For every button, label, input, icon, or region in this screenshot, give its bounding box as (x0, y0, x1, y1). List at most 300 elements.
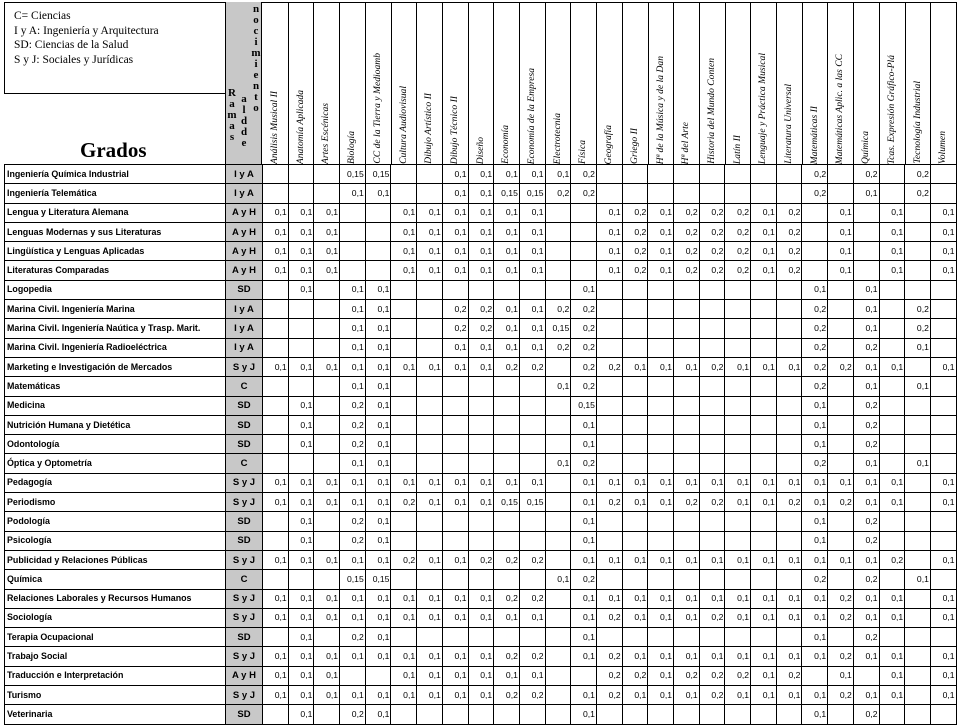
weight-cell: 0,1 (288, 686, 314, 705)
grado-name-text: Matemáticas (7, 380, 61, 391)
weight-cell: 0,1 (828, 242, 854, 261)
weight-cell (288, 338, 314, 357)
weight-cell: 0,2 (802, 357, 828, 376)
subject-header: Literatura Universal (783, 84, 794, 164)
weight-cell (930, 338, 956, 357)
weight-cell (263, 396, 289, 415)
weight-cell: 0,2 (802, 377, 828, 396)
weight-cell (725, 396, 751, 415)
rama-code: A y H (226, 242, 263, 261)
weight-cell (725, 512, 751, 531)
grado-name-text: Lenguas Modernas y sus Literaturas (7, 226, 162, 237)
weight-cell (648, 377, 674, 396)
weight-cell: 0,1 (571, 686, 597, 705)
header-divider (776, 2, 777, 164)
weight-cell (853, 203, 879, 222)
weight-cell: 0,1 (802, 473, 828, 492)
weight-cell: 0,2 (725, 666, 751, 685)
weight-cell: 0,1 (417, 550, 443, 569)
weight-cell (442, 705, 468, 724)
weight-cell (930, 165, 956, 184)
weight-cell (905, 222, 931, 241)
weight-cell: 0,1 (930, 493, 956, 512)
weight-cell: 0,1 (365, 435, 391, 454)
weight-cell (751, 338, 777, 357)
weight-cell (263, 338, 289, 357)
weight-cell (545, 203, 571, 222)
weight-cell: 0,1 (468, 261, 494, 280)
weight-cell (622, 512, 648, 531)
weight-cell: 0,1 (391, 261, 417, 280)
table-row (5, 647, 957, 666)
weight-cell (263, 628, 289, 647)
weight-cell (828, 705, 854, 724)
weight-cell: 0,1 (828, 666, 854, 685)
grado-name (5, 608, 226, 627)
weight-cell: 0,2 (776, 261, 802, 280)
grado-name-text: Terapia Ocupacional (7, 631, 94, 642)
weight-cell (391, 454, 417, 473)
weight-cell: 0,1 (263, 647, 289, 666)
weight-cell (442, 435, 468, 454)
weight-cell (596, 531, 622, 550)
weight-cell: 0,1 (674, 647, 700, 666)
weight-cell: 0,1 (417, 608, 443, 627)
weight-cell: 0,1 (802, 415, 828, 434)
header-letter: s (229, 131, 235, 143)
weight-cell (417, 377, 443, 396)
weight-cell: 0,1 (468, 647, 494, 666)
weight-cell (314, 396, 340, 415)
weight-cell (930, 570, 956, 589)
weight-cell (648, 280, 674, 299)
header-divider (545, 2, 546, 164)
weight-cell (725, 454, 751, 473)
weight-cell (545, 512, 571, 531)
weight-cell: 0,1 (314, 473, 340, 492)
weight-cell (494, 396, 520, 415)
weight-cell (751, 415, 777, 434)
weight-cell (853, 261, 879, 280)
weight-cell (442, 454, 468, 473)
weight-cell (391, 319, 417, 338)
weight-cell (314, 165, 340, 184)
weight-cell: 0,1 (365, 357, 391, 376)
weight-cell: 0,2 (571, 300, 597, 319)
weight-cell: 0,1 (468, 666, 494, 685)
rama-code: S y J (226, 493, 263, 512)
weight-cell (494, 435, 520, 454)
rama-code: I y A (226, 300, 263, 319)
grado-name (5, 589, 226, 608)
weight-cell (828, 300, 854, 319)
header-letter: i (254, 58, 258, 70)
weight-cell (442, 280, 468, 299)
weight-cell (725, 531, 751, 550)
weight-cell: 0,1 (519, 203, 545, 222)
weight-cell: 0,1 (340, 647, 366, 666)
grado-name (5, 377, 226, 396)
table-row (5, 512, 957, 531)
weight-cell: 0,2 (340, 512, 366, 531)
weight-cell (648, 396, 674, 415)
subject-header: Latín II (731, 134, 743, 164)
weight-cell: 0,1 (417, 222, 443, 241)
weight-cell: 0,2 (699, 608, 725, 627)
subject-header: Electrotecnia (551, 112, 563, 164)
header-divider (725, 2, 726, 164)
grados-heading: Grados (80, 138, 147, 162)
weight-cell: 0,2 (596, 493, 622, 512)
weight-cell: 0,1 (622, 357, 648, 376)
weight-cell: 0,1 (879, 666, 905, 685)
weight-cell (699, 512, 725, 531)
weight-cell: 0,1 (263, 550, 289, 569)
weight-cell: 0,1 (288, 261, 314, 280)
weight-cell (879, 280, 905, 299)
weight-cell: 0,1 (802, 628, 828, 647)
weight-cell: 0,15 (519, 184, 545, 203)
weight-cell: 0,2 (828, 493, 854, 512)
legend-line: S y J: Sociales y Jurídicas (14, 53, 134, 66)
weight-cell (545, 415, 571, 434)
weight-cell (417, 570, 443, 589)
weight-cell: 0,1 (288, 666, 314, 685)
weight-cell: 0,1 (930, 357, 956, 376)
weight-cell: 0,1 (519, 473, 545, 492)
weight-cell: 0,1 (596, 589, 622, 608)
weight-cell: 0,1 (674, 589, 700, 608)
header-divider (519, 2, 520, 164)
weight-cell (263, 705, 289, 724)
weight-cell: 0,1 (494, 338, 520, 357)
weight-cell (751, 165, 777, 184)
weight-cell: 0,2 (340, 628, 366, 647)
weight-cell: 0,1 (905, 454, 931, 473)
subject-header: Física (577, 140, 589, 164)
weight-cell (776, 570, 802, 589)
weight-cell (596, 280, 622, 299)
weight-cell (545, 647, 571, 666)
weight-cell (365, 242, 391, 261)
weight-cell: 0,1 (417, 242, 443, 261)
weight-cell (417, 338, 443, 357)
weight-cell: 0,1 (879, 493, 905, 512)
weight-cell: 0,1 (699, 589, 725, 608)
weight-cell: 0,1 (365, 628, 391, 647)
weight-cell: 0,2 (699, 242, 725, 261)
weight-cell: 0,1 (725, 686, 751, 705)
weight-cell (365, 222, 391, 241)
weight-cell: 0,1 (776, 550, 802, 569)
weight-cell (905, 550, 931, 569)
weight-cell: 0,2 (853, 570, 879, 589)
weight-cell (545, 666, 571, 685)
weight-cell (468, 705, 494, 724)
rama-code: SD (226, 435, 263, 454)
weight-cell: 0,2 (340, 705, 366, 724)
weight-cell (930, 319, 956, 338)
weight-cell (725, 705, 751, 724)
weight-cell: 0,1 (802, 589, 828, 608)
weight-cell (674, 300, 700, 319)
weight-cell: 0,1 (442, 473, 468, 492)
weight-cell: 0,1 (417, 357, 443, 376)
weight-cell: 0,1 (596, 242, 622, 261)
weight-cell (930, 512, 956, 531)
header-divider (313, 2, 314, 164)
weight-cell: 0,1 (288, 357, 314, 376)
weight-cell (288, 454, 314, 473)
weight-cell: 0,15 (365, 165, 391, 184)
weight-cell: 0,1 (314, 222, 340, 241)
weight-cell: 0,1 (648, 686, 674, 705)
weight-cell: 0,1 (288, 589, 314, 608)
weight-cell: 0,1 (391, 608, 417, 627)
weight-cell: 0,1 (930, 203, 956, 222)
weight-cell: 0,1 (340, 493, 366, 512)
weight-cell: 0,1 (802, 280, 828, 299)
weight-cell (494, 377, 520, 396)
table-row (5, 493, 957, 512)
weight-cell (828, 435, 854, 454)
weight-cell: 0,1 (930, 686, 956, 705)
weight-cell (468, 415, 494, 434)
weight-cell: 0,1 (417, 261, 443, 280)
weight-cell (494, 512, 520, 531)
weight-cell: 0,2 (725, 261, 751, 280)
weight-cell (905, 705, 931, 724)
weight-cell: 0,1 (391, 666, 417, 685)
weight-cell (879, 628, 905, 647)
weight-cell (417, 435, 443, 454)
weight-cell (519, 512, 545, 531)
weight-cell: 0,2 (674, 666, 700, 685)
weight-cell (494, 531, 520, 550)
weight-cell: 0,1 (365, 705, 391, 724)
weight-cell: 0,1 (288, 203, 314, 222)
weight-cell (314, 570, 340, 589)
weight-cell: 0,1 (365, 184, 391, 203)
weight-cell: 0,1 (622, 686, 648, 705)
weight-cell (519, 280, 545, 299)
rama-code: SD (226, 628, 263, 647)
weight-cell: 0,1 (494, 165, 520, 184)
weight-cell: 0,2 (545, 184, 571, 203)
weight-cell (468, 531, 494, 550)
weight-cell (674, 628, 700, 647)
weight-cell (391, 570, 417, 589)
table-row (5, 184, 957, 203)
weight-cell (263, 377, 289, 396)
weight-cell (622, 338, 648, 357)
header-letter: n (252, 3, 260, 15)
weight-cell (751, 396, 777, 415)
weight-cell (802, 242, 828, 261)
table-row (5, 589, 957, 608)
weight-cell (442, 512, 468, 531)
weight-cell: 0,1 (674, 608, 700, 627)
subject-header: Cultura Audiovisual (397, 86, 409, 164)
header-divider (493, 2, 494, 164)
weight-cell: 0,1 (417, 203, 443, 222)
weight-cell (776, 319, 802, 338)
weight-cell: 0,1 (776, 473, 802, 492)
weight-cell: 0,1 (494, 319, 520, 338)
header-top-border (262, 2, 956, 3)
weight-cell (545, 396, 571, 415)
subject-header: Anatomía Aplicada (294, 89, 306, 164)
weight-cell: 0,1 (288, 647, 314, 666)
weight-cell: 0,1 (442, 550, 468, 569)
weight-cell: 0,1 (930, 550, 956, 569)
weight-cell: 0,2 (853, 512, 879, 531)
legend-line: SD: Ciencias de la Salud (14, 39, 129, 51)
weight-cell: 0,1 (340, 686, 366, 705)
weight-cell (802, 222, 828, 241)
weight-cell (879, 415, 905, 434)
weight-cell: 0,1 (828, 203, 854, 222)
weight-cell: 0,2 (545, 300, 571, 319)
weight-cell: 0,1 (725, 357, 751, 376)
weight-cell: 0,2 (468, 550, 494, 569)
weight-cell: 0,1 (930, 666, 956, 685)
weight-cell: 0,2 (494, 357, 520, 376)
weight-cell (776, 512, 802, 531)
weight-cell: 0,1 (365, 454, 391, 473)
weight-cell: 0,1 (417, 589, 443, 608)
weight-cell: 0,1 (288, 396, 314, 415)
weight-cell: 0,2 (674, 203, 700, 222)
weight-cell (930, 184, 956, 203)
weight-cell (648, 531, 674, 550)
weight-cell: 0,1 (365, 280, 391, 299)
rama-code: C (226, 377, 263, 396)
weight-cell: 0,1 (288, 531, 314, 550)
weight-cell (545, 705, 571, 724)
weight-cell: 0,1 (494, 222, 520, 241)
weight-cell: 0,1 (314, 203, 340, 222)
grado-name (5, 550, 226, 569)
weight-cell (263, 570, 289, 589)
weight-cell: 0,1 (802, 531, 828, 550)
weight-cell: 0,1 (879, 589, 905, 608)
header-letter: t (254, 91, 258, 103)
weight-cell: 0,1 (314, 261, 340, 280)
grado-name (5, 454, 226, 473)
weight-cell: 0,1 (905, 570, 931, 589)
weight-cell: 0,1 (596, 550, 622, 569)
weight-cell (596, 415, 622, 434)
weight-cell: 0,2 (776, 242, 802, 261)
header-letter: l (242, 104, 246, 116)
header-letter: a (229, 120, 235, 132)
weight-cell: 0,1 (571, 589, 597, 608)
weight-cell: 0,1 (468, 686, 494, 705)
weight-cell (263, 300, 289, 319)
weight-cell: 0,1 (391, 357, 417, 376)
weight-cell: 0,15 (545, 319, 571, 338)
weight-cell (519, 396, 545, 415)
weight-cell: 0,1 (519, 261, 545, 280)
weight-cell (288, 319, 314, 338)
weight-cell (828, 377, 854, 396)
weight-cell (442, 570, 468, 589)
weight-cell (905, 647, 931, 666)
weight-cell: 0,2 (725, 242, 751, 261)
weight-cell: 0,1 (571, 531, 597, 550)
weight-cell (699, 338, 725, 357)
weight-cell: 0,1 (519, 242, 545, 261)
weight-cell: 0,1 (853, 493, 879, 512)
table-row (5, 396, 957, 415)
weight-cell (391, 338, 417, 357)
weight-cell: 0,1 (442, 608, 468, 627)
weight-cell: 0,1 (776, 686, 802, 705)
weight-cell: 0,1 (468, 184, 494, 203)
weight-cell (545, 608, 571, 627)
weight-cell: 0,1 (314, 686, 340, 705)
weight-cell (699, 628, 725, 647)
weight-cell (751, 570, 777, 589)
weight-cell: 0,1 (288, 473, 314, 492)
weight-cell (263, 415, 289, 434)
weight-cell: 0,1 (751, 493, 777, 512)
weight-cell (905, 415, 931, 434)
weight-cell: 0,1 (519, 608, 545, 627)
weight-cell: 0,1 (725, 473, 751, 492)
table-row (5, 531, 957, 550)
weight-cell (288, 184, 314, 203)
weight-cell: 0,1 (288, 628, 314, 647)
weight-cell: 0,2 (468, 300, 494, 319)
weight-cell: 0,1 (340, 338, 366, 357)
weight-cell: 0,1 (751, 686, 777, 705)
weight-cell: 0,1 (263, 242, 289, 261)
weight-cell: 0,1 (263, 203, 289, 222)
weight-cell: 0,2 (519, 550, 545, 569)
weight-cell (288, 300, 314, 319)
weight-cell (468, 512, 494, 531)
weight-cell: 0,1 (519, 338, 545, 357)
weight-cell: 0,1 (879, 608, 905, 627)
weight-cell: 0,1 (571, 647, 597, 666)
weight-cell: 0,1 (571, 705, 597, 724)
weight-cell: 0,2 (699, 686, 725, 705)
weight-cell: 0,1 (340, 550, 366, 569)
weight-cell (545, 628, 571, 647)
weight-cell: 0,2 (596, 647, 622, 666)
weight-cell: 0,2 (519, 647, 545, 666)
weight-cell (776, 338, 802, 357)
weight-cell: 0,1 (365, 493, 391, 512)
weight-cell (494, 628, 520, 647)
weight-cell: 0,1 (442, 165, 468, 184)
weight-cell: 0,1 (365, 647, 391, 666)
rama-code: S y J (226, 647, 263, 666)
weight-cell: 0,2 (571, 377, 597, 396)
weight-cell (879, 165, 905, 184)
weight-cell (571, 242, 597, 261)
weight-cell: 0,1 (519, 222, 545, 241)
weight-cell: 0,1 (365, 396, 391, 415)
weight-cell (596, 628, 622, 647)
weight-cell (905, 203, 931, 222)
weight-cell: 0,1 (545, 165, 571, 184)
rama-code: A y H (226, 261, 263, 280)
weight-cell (365, 666, 391, 685)
weight-cell: 0,1 (494, 473, 520, 492)
